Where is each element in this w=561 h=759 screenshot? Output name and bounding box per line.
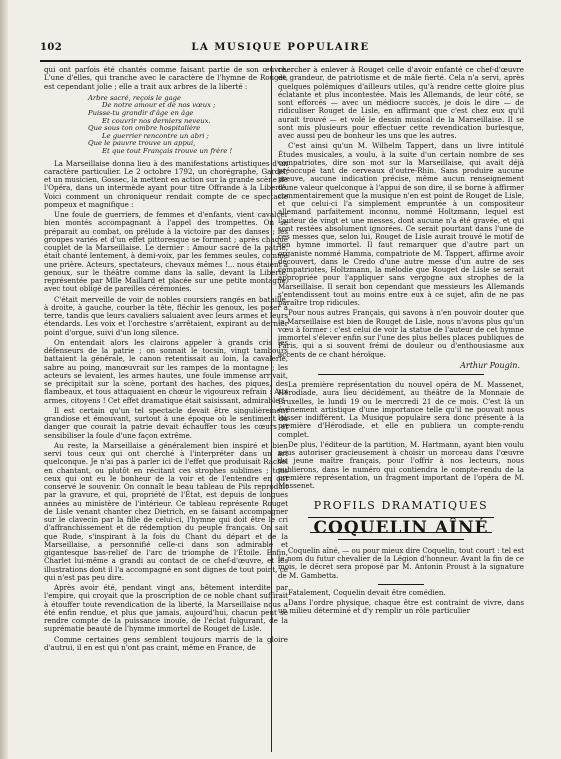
verse-line: Et couvrir nos derniers neveux. [102, 116, 211, 125]
paragraph: Fatalement, Coquelin devait être comédien. [288, 587, 446, 597]
paragraph: La Marseillaise donna lieu à des manifestations artistiques d'un caractère particulier. Le 2 octobre 1792, un chorégraphe, Gardel, et un musicien, Gossec, la mettent en action sur la grande scène de l'Opéra, dans un intermède ayant pour titre Offrande à la Liberté. Voici comment un chroniqueur rendait compte de ce spectacle pompeux et magnifique : [44, 158, 288, 209]
right-column [278, 66, 524, 746]
paragraph: Il est certain qu'un tel spectacle devait être singulièrement grandiose et émouvant, surtout à une époque où le sentiment du danger que courait la patrie devait échauffer tous les cœurs et sensibiliser la foule d'une façon extrême. [44, 405, 288, 440]
section-title: PROFILS DRAMATIQUES [313, 499, 489, 513]
article-name-title [278, 517, 524, 538]
small-rule [378, 584, 424, 585]
verse-line: Que le pauvre trouve un appui, [88, 139, 196, 148]
page-binding-edge [0, 0, 8, 759]
verse-line: Que sous ton ombre hospitalière [88, 124, 201, 133]
paragraph: qui ont parfois été chantés comme faisant partie de son œuvre. L'une d'elles, qui tranche avec le caractère de l'hymne de Rouget, est cependant jolie ; elle a trait aux arbres de la liberté : [44, 66, 288, 91]
column-divider [271, 66, 272, 752]
section-rule [318, 374, 484, 375]
author-signature: Arthur Pougin. [460, 360, 520, 370]
paragraph: C'est ainsi qu'un M. Wilhelm Tappert, dans un livre intitulé Études musicales, a voulu, à la suite d'un certain nombre de ses compatriotes, dire son mot sur la Marseillaise, qui avait déjà préoccupé tant de cerveaux d'outre-Rhin. Sans produire aucune preuve, aucune indication précise, même aucun renseignement d'une valeur quelconque à l'appui de son dire, il se borne à affirmer commentairement que la musique n'en est point de Rouget de Lisle, et que celui-ci l'a simplement empruntée à un compositeur allemand parfaitement inconnu, nommé Holtzmann, lequel est l'auteur de vingt et une messes, dont aucune n'a été gravée, et qui sont restées absolument ignorées. Ce serait pourtant dans l'une de ces messes que, selon lui, Rouget de Lisle aurait trouvé le motif de son hymne immortel. Il faut remarquer que d'autre part un organiste nommé Hamma, compatriote de M. Tappert, affirme avoir découvert, dans le Credo d'une autre messe d'un autre de ses compatriotes, Holtzmann, la mélodie que Rouget de Lisle se serait appropriée pour l'appliquer sans vergogne aux strophes de la Marseillaise. Il serait bon cependant que messieurs les Allemands s'entendissent tout au moins entre eux à ce sujet, afin de ne pas paraître trop ridicules. [278, 141, 524, 307]
quoted-paragraph: C'était merveille de voir de nobles coursiers rangés en bataille, à droite, à gauche, courber la tête, fléchir les genoux, les poser à terre, tandis que leurs cavaliers saluaient avec leurs armes et leurs étendards. Les voix et l'orchestre s'arrêtaient, expirant au dernier point d'orgue, suivi d'un long silence. [44, 294, 288, 337]
name-title-rule [338, 539, 464, 540]
quoted-paragraph: On entendait alors les clairons appeler à grands cris les défenseurs de la patrie ; on sonnait le tocsin, vingt tambours battaient la générale, le canon retentissait au loin, la cavalerie, sabre au poing, manœuvrait sur les rampes de la montagne ; les acteurs se levaient, les armes hautes, une foule immense arrivait, se précipitait sur la scène, portant des haches, des piques, des flambeaux, et tous attaquaient en chœur le vigoureux refrain : Aux armes, citoyens ! Cet effet dramatique était saisissant, admirable ! [44, 337, 288, 405]
verse-line: Arbre sacré, reçois le gage [88, 93, 182, 102]
paragraph: De plus, l'éditeur de la partition, M. Hartmann, ayant bien voulu nous autoriser gracieusement à choisir un morceau dans l'œuvre du jeune maître français, pour l'offrir à nos lecteurs, nous publierons, dans le numéro qui contiendra le compte-rendu de la première représentation, un fragment important de l'opéra de M. Massenet. [278, 439, 524, 490]
paragraph: chercher à enlever à Rouget celle d'avoir enfanté ce chef-d'œuvre de grandeur, de patriotisme et de mâle fierté. Cela n'a servi, après quelques polémiques d'ailleurs utiles, qu'à rendre cette gloire plus éclatante et plus incontestée. Mais les Allemands, de leur côté, se sont efforcés — avec un médiocre succès, je dois le dire — de ridiculiser Rouget de Lisle, en affirmant que c'est chez eux qu'il aurait trouvé — et volé le dessin musical de la Marseillaise. Il se sont mis plusieurs pour effectuer cette revendication burlesque, avec aussi peu de bonheur les uns que les autres. [278, 66, 524, 140]
left-column [44, 66, 288, 746]
paragraph: Comme certaines gens semblent toujours marris de la gloire d'autrui, il en est qui n'ont pas craint, même en France, de [44, 634, 288, 652]
header-rule [40, 60, 521, 62]
verse-line: Et que tout Français trouve un frère ! [102, 146, 233, 155]
paragraph: La première représentation du nouvel opéra de M. Massenet, Hérodiade, aura lieu décidément, au théâtre de la Monnaie de Bruxelles, le lundi 19 ou le mercredi 21 de ce mois. C'est là un événement artistique d'une importance telle qu'il ne pouvait nous laisser indifférent. La Musique populaire sera donc présente à la première d'Hérodiade, et elle en publiera un compte-rendu complet. [278, 380, 524, 439]
poem-verse [88, 95, 288, 156]
verse-line: Le guerrier rencontre un abri ; [102, 131, 209, 140]
running-title: LA MUSIQUE POPULAIRE [191, 42, 370, 53]
article-name-text: COQUELIN AÎNÉ [310, 524, 493, 533]
paragraph: Au reste, la Marseillaise a généralement bien inspiré et bien servi tous ceux qui ont cherché à l'interpréter dans un art quelconque. Je n'ai pas à parler ici de l'effet que produisait Rachel en chantant, ou plutôt en récitant ces strophes sublimes ; tous ceux qui ont eu le bonheur de la voir et de l'entendre en ont conservé le souvenir. On connaît le beau tableau de Pils reproduit par la gravure, et qui, propriété de l'État, est depuis de longues années au ministère de l'intérieur. Ce tableau représente Rouget de Lisle venant chanter chez Dietrich, en se faisant accompagner sur le clavecin par la fille de celui-ci, l'hymne qui doit être le cri d'affranchissement et de rédemption du peuple français. On sait que Rude, s'inspirant à la fois du Chant du départ et de la Marseillaise, a personnifié celle-ci dans son admirable et gigantesque bas-relief de l'arc de triomphe de l'Étoile. Enfin, Charlet lui-même a grandi au contact de ce chef-d'œuvre, et les illustrations dont il l'a accompagné en sont dignes de tout point, ce qui n'est pas peu dire. [44, 440, 288, 582]
paragraph: Après avoir été, pendant vingt ans, bêtement interdite par l'empire, qui croyait que la proscription de ce noble chant suffirait à étouffer toute revendication de la liberté, la Marseillaise nous a été enfin rendue, et plus que jamais, aujourd'hui, chacun peut se rendre compte de la puissance inouïe, de l'éclat fulgurant, de la suprématie beauté de l'hymme immortel de Rouget de Lisle. [44, 583, 288, 634]
page-header [40, 42, 521, 54]
page-number: 102 [40, 42, 63, 53]
verse-line: De notre amour et de nos vœux ; [102, 101, 216, 110]
paragraph: Pour nous autres Français, qui savons à n'en pouvoir douter que la Marseillaise est bien de Rouget de Lisle, nous n'avons plus qu'un vœu à former : c'est celui de voir la statue de l'auteur de cet hymne immortel s'élever enfin sur l'une des plus belles places publiques de Paris, qui a si souvent frémi de douleur ou d'enthousiasme aux accents de ce chant héroïque. [278, 308, 524, 359]
quoted-paragraph: Une foule de guerriers, de femmes et d'enfants, vient cavalcer bien montés accompagnant à l'appel des trompettes. On se préparait au combat, on prélude à la victoire par des danses ; les groupes variés et d'un effet pittoresque se forment ; après chaque couplet de la Marseillaise. Le dernier : Amour sacré de la patrie, était chanté lentement, à demi-voix, par les femmes seules, comme une prière. Acteurs, spectateurs, chevaux mêmes !... nous étaient à genoux, sur le théâtre comme dans la salle, devant la Liberté, représentée par Mlle Maillard et placée sur une petite montagne, avec tout obligé de pareilles cérémonies. [44, 210, 288, 294]
paragraph: Dans l'ordre physique, chaque être est contraint de vivre, dans un milieu déterminé et d'y remplir un rôle particulier [278, 598, 524, 616]
verse-line: Puisse-tu grandir d'âge en âge [88, 108, 194, 117]
paragraph: Coquelin aîné, — ou pour mieux dire Coquelin, tout court : tel est le nom du futur chevalier de la Légion d'honneur. Avant la fin de ce mois, le décret sera proposé par M. Antonin Proust à la signature de M. Gambetta. [278, 545, 524, 580]
